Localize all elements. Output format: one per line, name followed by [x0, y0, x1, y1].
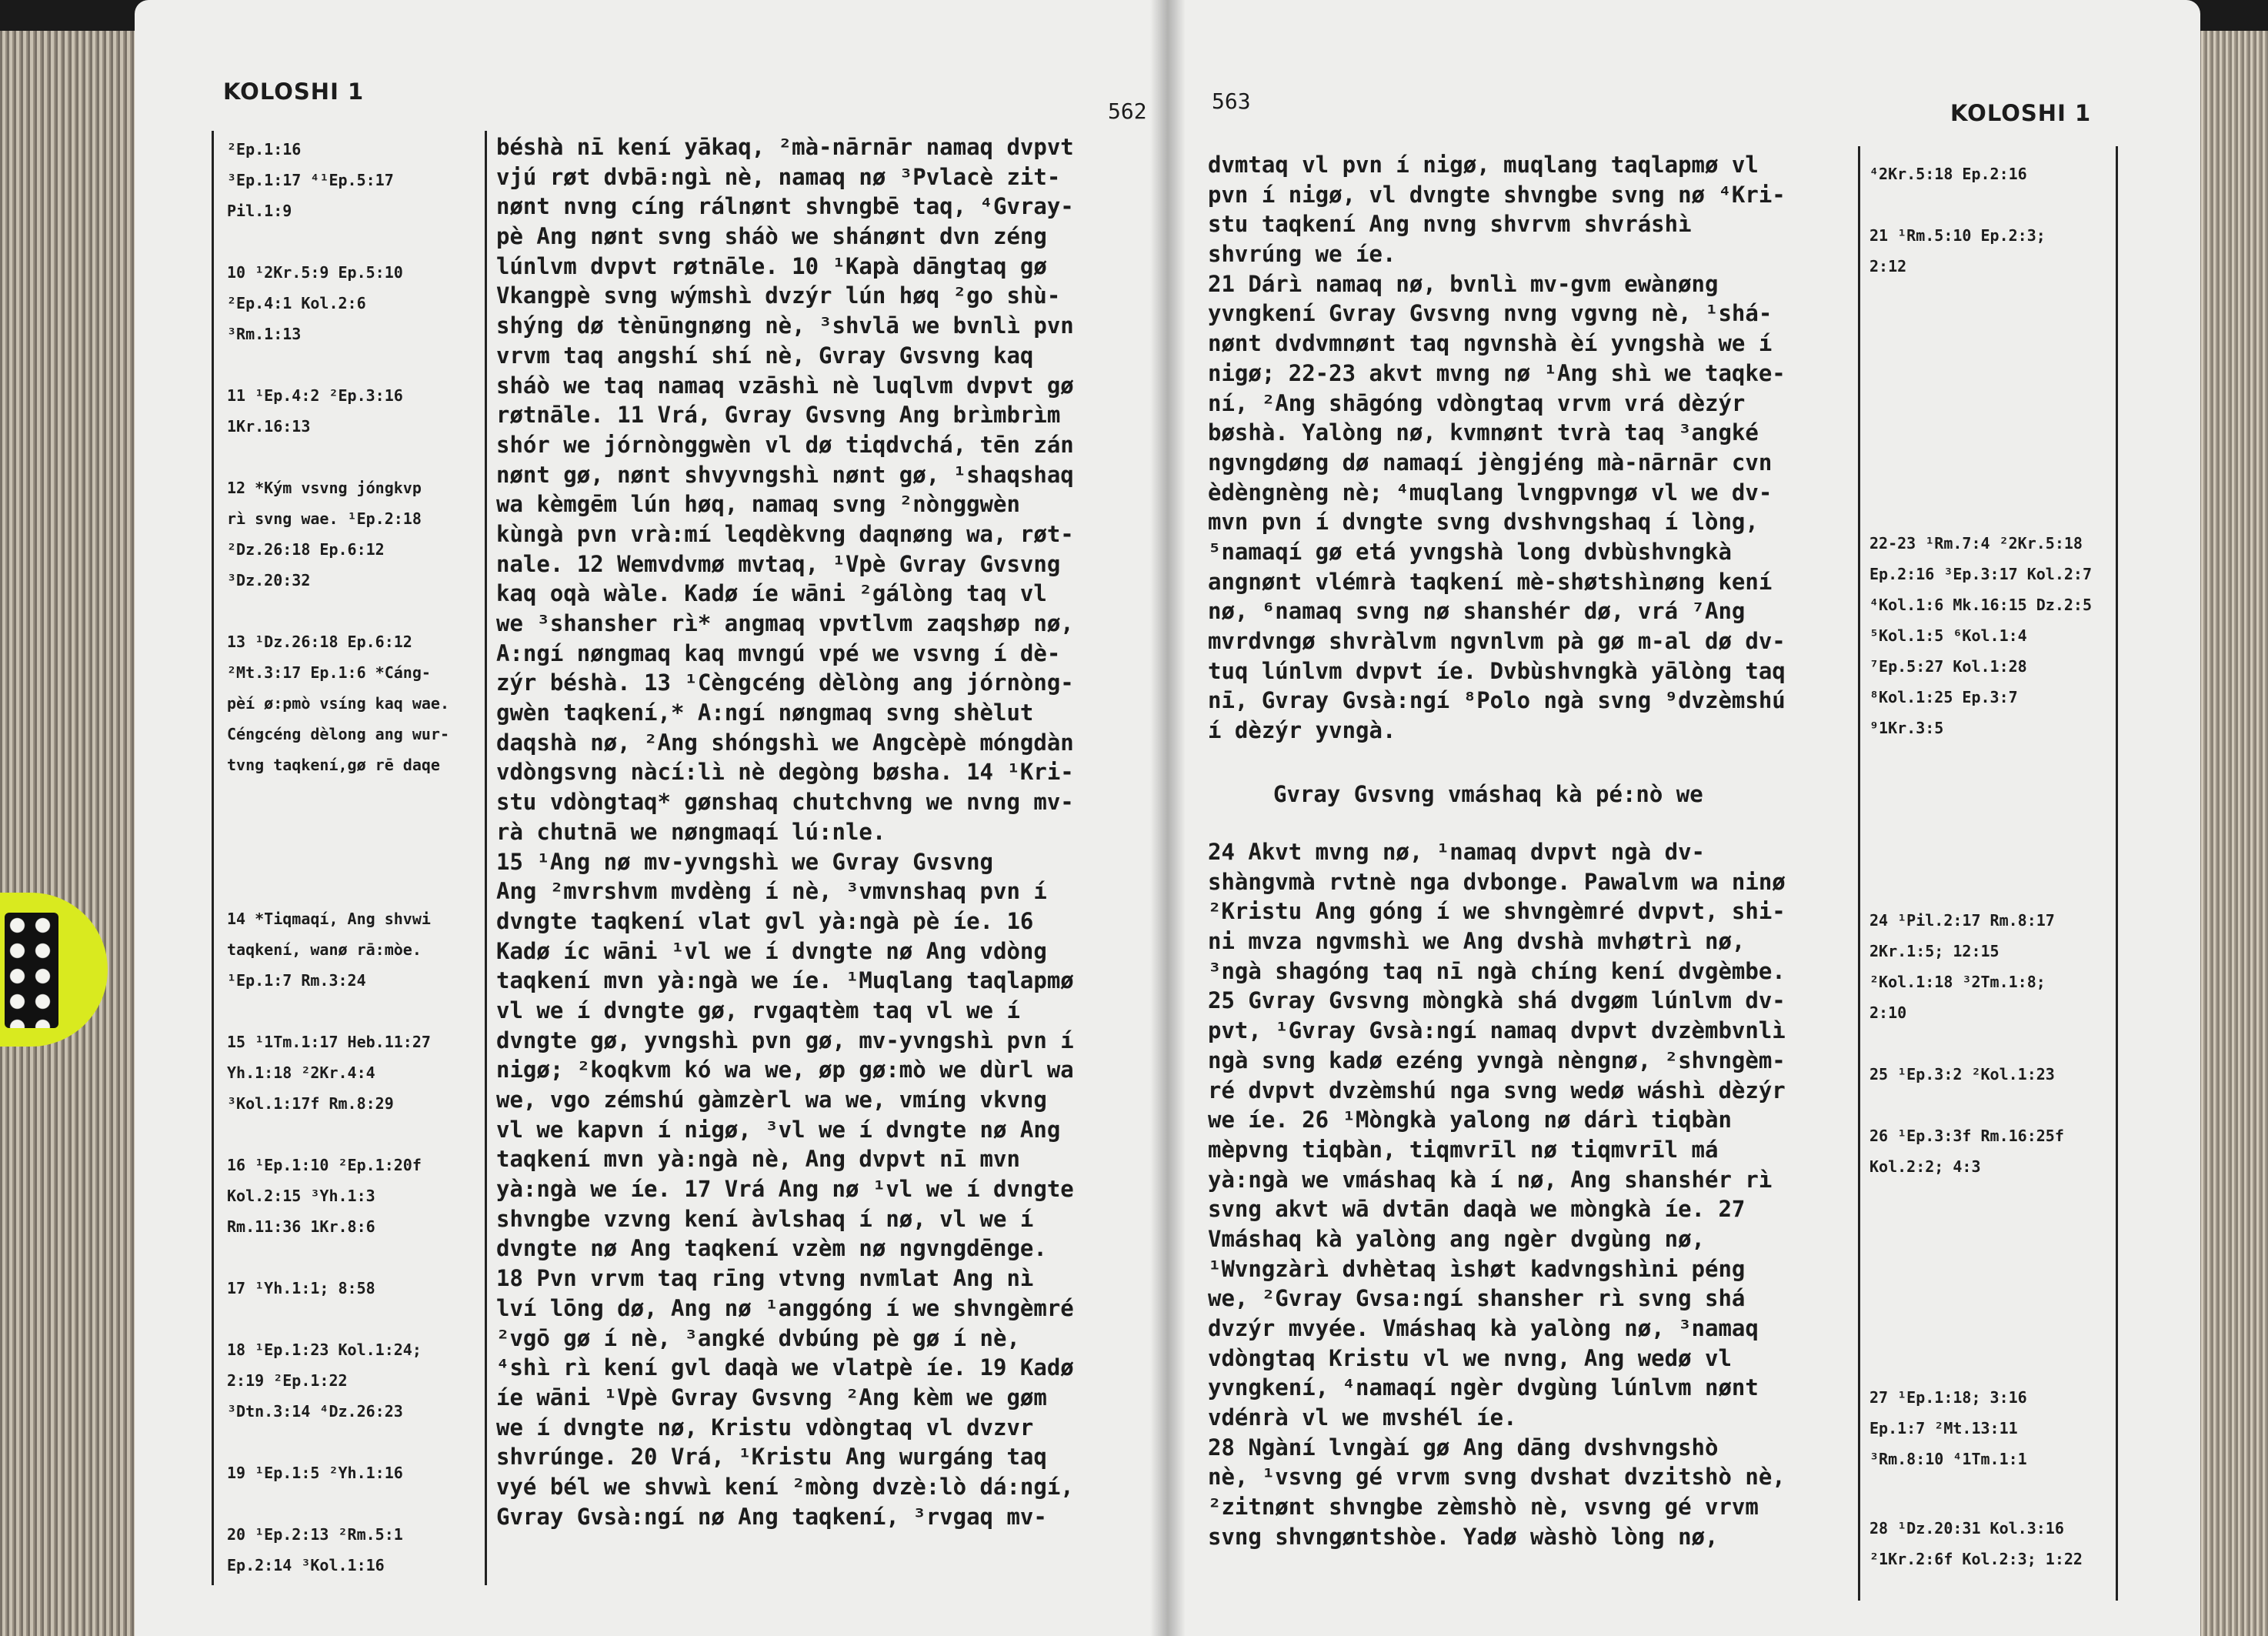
- text-line: bøshà. Yalòng nø, kvmnønt tvrà taq ³angké: [1208, 419, 1759, 446]
- cross-reference: 16 ¹Ep.1:10 ²Ep.1:20f: [227, 1156, 422, 1174]
- right-page-number: 563: [1212, 88, 1251, 114]
- cross-reference: ⁵Kol.1:5 ⁶Kol.1:4: [1869, 626, 2027, 645]
- cross-reference: ²Dz.26:18 Ep.6:12: [227, 540, 385, 559]
- text-line: vl we í dvngte gø, rvgaqtèm taq vl we í: [496, 997, 1020, 1023]
- text-line: daqshà nø, ²Ang shóngshì we Angcèpè móngdàn: [496, 729, 1074, 756]
- text-line: ¹Wvngzàrì dvhètaq ìshøt kadvngshìni péng: [1208, 1255, 1746, 1282]
- text-line: 18 Pvn vrvm taq rīng vtvng nvmlat Ang nì: [496, 1265, 1034, 1292]
- right-outer-rule: [2116, 146, 2118, 1601]
- text-line: rà chutnā we nøngmaqí lú:nle.: [496, 818, 886, 845]
- text-line: mvrdvngø shvràlvm ngvnlvm pà gø m-al dø dv-: [1208, 628, 1786, 654]
- cross-reference: 14 *Tiqmaqí, Ang shvwi: [227, 910, 431, 928]
- cross-reference: Ep.2:16 ³Ep.3:17 Kol.2:7: [1869, 565, 2092, 583]
- text-line: Vmáshaq kà yalòng ang ngèr dvgùng nø,: [1208, 1225, 1706, 1252]
- text-line: nè, ¹vsvng gé vrvm svng dvshat dvzitshò nè,: [1208, 1464, 1786, 1491]
- cross-reference: 24 ¹Pil.2:17 Rm.8:17: [1869, 911, 2055, 930]
- text-line: Kadø íc wāni ¹vl we í dvngte nø Ang vdòng: [496, 937, 1047, 964]
- text-line: 28 Ngàní lvngàí gø Ang dāng dvshvngshò: [1208, 1434, 1719, 1461]
- cross-reference: Kol.2:2; 4:3: [1869, 1157, 1981, 1176]
- text-line: 25 Gvray Gvsvng mòngkà shá dvgøm lúnlvm dv-: [1208, 987, 1786, 1014]
- text-line: svng shvngøntshòe. Yadø wàshò lòng nø,: [1208, 1523, 1719, 1550]
- cross-reference: Yh.1:18 ²2Kr.4:4: [227, 1063, 375, 1082]
- cross-reference: taqkení, wanø rā:mòe.: [227, 940, 422, 959]
- text-line: nī, Gvray Gvsà:ngí ⁸Polo ngà svng ⁹dvzèmshú: [1208, 687, 1786, 714]
- text-line: stu vdòngtaq* gønshaq chutchvng we nvng mv-: [496, 789, 1074, 816]
- text-line: dvmtaq vl pvn í nigø, muqlang taqlapmø vl: [1208, 152, 1759, 178]
- cross-reference: ³Ep.1:17 ⁴¹Ep.5:17: [227, 171, 394, 189]
- text-line: vdénrà vl we mvshél íe.: [1208, 1404, 1517, 1431]
- cross-reference: ⁴2Kr.5:18 Ep.2:16: [1869, 165, 2027, 183]
- right-page: [1166, 0, 2200, 1636]
- right-main-text-top: [1208, 150, 1786, 746]
- left-page-number: 562: [1108, 98, 1147, 124]
- text-line: kùngà pvn vrà:mí leqdèkvng daqnøng wa, røt-: [496, 520, 1074, 547]
- cross-reference: 20 ¹Ep.2:13 ²Rm.5:1: [227, 1525, 403, 1544]
- text-line: nigø; 22-23 akvt mvng nø ¹Ang shì we taqke-: [1208, 359, 1786, 386]
- section-heading: Gvray Gvsvng vmáshaq kà pé:nò we: [1273, 781, 1703, 807]
- cross-reference: 19 ¹Ep.1:5 ²Yh.1:16: [227, 1464, 403, 1482]
- right-running-head: KOLOSHI 1: [1950, 100, 2092, 126]
- cross-reference: 21 ¹Rm.5:10 Ep.2:3;: [1869, 226, 2046, 245]
- text-line: taqkení mvn yà:ngà we íe. ¹Muqlang taqlapmø: [496, 967, 1074, 994]
- text-line: pvn í nigø, vl dvngte shvngbe svng nø ⁴Kri-: [1208, 181, 1786, 208]
- text-line: shór we jórnònggwèn vl dø tiqdvchá, tēn zán: [496, 431, 1074, 458]
- cross-reference: 25 ¹Ep.3:2 ²Kol.1:23: [1869, 1065, 2055, 1083]
- cross-reference: pèí ø:pmò vsíng kaq wae.: [227, 694, 449, 713]
- text-line: dvngte taqkení vlat gvl yà:ngà pè íe. 16: [496, 907, 1034, 934]
- cross-reference: ²Mt.3:17 Ep.1:6 *Cáng-: [227, 663, 431, 682]
- cross-reference: 2:19 ²Ep.1:22: [227, 1371, 348, 1390]
- cross-reference: 10 ¹2Kr.5:9 Ep.5:10: [227, 263, 403, 282]
- text-line: ³ngà shagóng taq nī ngà chíng kení dvgèmbe.: [1208, 957, 1786, 984]
- text-line: ²vgō gø í nè, ³angké dvbúng pè gø í nè,: [496, 1324, 1020, 1351]
- cross-reference: ²Ep.1:16: [227, 140, 302, 159]
- text-line: 15 ¹Ang nø mv-yvngshì we Gvray Gvsvng: [496, 848, 994, 875]
- cross-reference: ³Rm.1:13: [227, 325, 302, 343]
- text-line: vl we kapvn í nigø, ³vl we í dvngte nø Ang: [496, 1116, 1061, 1143]
- text-line: vrvm taq angshí shí nè, Gvray Gvsvng kaq: [496, 342, 1034, 369]
- cross-reference: 13 ¹Dz.26:18 Ep.6:12: [227, 633, 412, 651]
- text-line: zýr béshà. 13 ¹Cèngcéng dèlòng ang jórnòng-: [496, 669, 1074, 696]
- text-line: ngvngdøng dø namaqí jèngjéng mà-nārnār cvn: [1208, 449, 1773, 476]
- text-line: ²Kristu Ang góng í we shvngèmré dvpvt, shi-: [1208, 898, 1786, 925]
- text-line: dvngte nø Ang taqkení vzèm nø ngvngdēnge.: [496, 1235, 1047, 1262]
- right-column-rule: [1858, 146, 1860, 1601]
- cross-reference: Ep.1:7 ²Mt.13:11: [1869, 1419, 2018, 1437]
- cross-reference: Rm.11:36 1Kr.8:6: [227, 1217, 375, 1236]
- cross-reference: ²Kol.1:18 ³2Tm.1:8;: [1869, 973, 2046, 991]
- cross-reference: 2:10: [1869, 1003, 1907, 1022]
- text-line: gwèn taqkení,* A:ngí nøngmaq svng shèlut: [496, 699, 1034, 726]
- cross-reference: ⁷Ep.5:27 Kol.1:28: [1869, 657, 2027, 676]
- cross-reference: ³Kol.1:17f Rm.8:29: [227, 1094, 394, 1113]
- text-line: yvngkení Gvray Gvsvng nvng vgvng nè, ¹shá-: [1208, 300, 1773, 327]
- text-line: we í dvngte nø, Kristu vdòngtaq vl dvzvr: [496, 1414, 1034, 1441]
- text-line: wa kèmgēm lún høq, namaq svng ²nònggwèn: [496, 491, 1020, 518]
- text-line: vdòngsvng nàcí:lì nè degòng bøsha. 14 ¹Kri-: [496, 759, 1074, 786]
- left-main-text: [496, 132, 1074, 1531]
- text-line: Ang ²mvrshvm mvdèng í nè, ³vmvnshaq pvn í: [496, 878, 1047, 905]
- left-outer-rule: [212, 131, 214, 1585]
- text-line: vjú røt dvbā:ngì nè, namaq nø ³Pvlacè zit-: [496, 163, 1061, 190]
- text-line: nønt nvng cíng rálnønt shvngbē taq, ⁴Gvray-: [496, 193, 1074, 220]
- text-line: nønt dvdvmnønt taq ngvnshà èí yvngshà we í: [1208, 330, 1773, 357]
- text-line: ngà svng kadø ezéng yvngà nèngnø, ²shvngèm-: [1208, 1047, 1786, 1073]
- text-line: røtnāle. 11 Vrá, Gvray Gvsvng Ang brìmbrìm: [496, 402, 1061, 429]
- text-line: ré dvpvt dvzèmshú nga svng wedø wáshì dèzýr: [1208, 1077, 1786, 1103]
- cross-reference: ³Rm.8:10 ⁴1Tm.1:1: [1869, 1450, 2027, 1468]
- cross-reference: ⁴Kol.1:6 Mk.16:15 Dz.2:5: [1869, 596, 2092, 614]
- cross-reference: 28 ¹Dz.20:31 Kol.3:16: [1869, 1519, 2064, 1538]
- text-line: ni mvza ngvmshì we Ang dvshà mvhøtrì nø,: [1208, 928, 1746, 955]
- text-line: angnønt vlémrà taqkení mè-shøtshìnøng kení: [1208, 568, 1773, 595]
- cross-reference: Céngcéng dèlong ang wur-: [227, 725, 449, 743]
- text-line: sháò we taq namaq vzāshì nè luqlvm dvpvt gø: [496, 372, 1074, 399]
- text-line: ²zitnønt shvngbe zèmshò nè, vsvng gé vrvm: [1208, 1494, 1759, 1521]
- text-line: stu taqkení Ang nvng shvrvm shvráshì: [1208, 211, 1692, 238]
- cross-reference: ³Dz.20:32: [227, 571, 311, 589]
- text-line: shàngvmà rvtnè nga dvbonge. Pawalvm wa ninø: [1208, 868, 1786, 895]
- text-line: mvn pvn í dvngte svng dvshvngshaq í lòng,: [1208, 509, 1759, 536]
- text-line: èdèngnèng nè; ⁴muqlang lvngpvngø vl we dv-: [1208, 479, 1773, 506]
- text-line: nønt gø, nønt shvyvngshì nønt gø, ¹shaqshaq: [496, 461, 1074, 488]
- text-line: dvngte gø, yvngshì pvn gø, mv-yvngshì pvn í: [496, 1027, 1074, 1053]
- cross-reference: 2:12: [1869, 257, 1907, 275]
- text-line: we, ²Gvray Gvsa:ngí shansher rì svng shá: [1208, 1285, 1746, 1312]
- text-line: yvngkení, ⁴namaqí ngèr dvgùng lúnlvm nønt: [1208, 1374, 1759, 1401]
- text-line: béshà nī kení yākaq, ²mà-nārnār namaq dvpvt: [496, 134, 1074, 160]
- cross-reference: Kol.2:15 ³Yh.1:3: [227, 1187, 375, 1205]
- cross-reference: Ep.2:14 ³Kol.1:16: [227, 1556, 385, 1574]
- text-line: shvrúnge. 20 Vrá, ¹Kristu Ang wurgáng taq: [496, 1444, 1047, 1471]
- text-line: nø, ⁶namaq svng nø shanshér dø, vrá ⁷Ang: [1208, 598, 1746, 625]
- page-edges-left: [0, 31, 146, 1636]
- text-line: shýng dø tènūngnøng nè, ³shvlā we bvnlì pvn: [496, 312, 1074, 339]
- text-line: yà:ngà we vmáshaq kà í nø, Ang shanshér rì: [1208, 1166, 1773, 1193]
- text-line: pè Ang nønt svng sháò we shánønt dvn zéng: [496, 223, 1047, 250]
- text-line: ⁴shì rì kení gvl daqà we vlatpè íe. 19 Kadø: [496, 1354, 1074, 1381]
- text-line: vyé bél we shvwì kení ²mòng dvzè:lò dá:ngí,: [496, 1473, 1074, 1500]
- text-line: vdòngtaq Kristu vl we nvng, Ang wedø vl: [1208, 1344, 1732, 1371]
- page-edges-right: [2199, 31, 2268, 1636]
- text-line: taqkení mvn yà:ngà nè, Ang dvpvt nī mvn: [496, 1146, 1020, 1173]
- text-line: ⁵namaqí gø etá yvngshà long dvbùshvngkà: [1208, 538, 1732, 565]
- text-line: shvrúng we íe.: [1208, 241, 1396, 268]
- cross-reference: 12 *Kým vsvng jóngkvp: [227, 479, 422, 497]
- text-line: Vkangpè svng wýmshì dvzýr lún høq ²go shù-: [496, 282, 1061, 309]
- cross-reference: 2Kr.1:5; 12:15: [1869, 942, 2000, 960]
- cross-reference: Pil.1:9: [227, 202, 292, 220]
- text-line: A:ngí nøngmaq kaq mvngú vpé we vsvng í dè-: [496, 639, 1061, 666]
- cross-reference: 26 ¹Ep.3:3f Rm.16:25f: [1869, 1127, 2064, 1145]
- cross-reference: 27 ¹Ep.1:18; 3:16: [1869, 1388, 2027, 1407]
- text-line: nale. 12 Wemvdvmø mvtaq, ¹Vpè Gvray Gvsvng: [496, 550, 1061, 577]
- cross-reference: tvng taqkení,gø rē daqe: [227, 756, 440, 774]
- cross-reference: 1Kr.16:13: [227, 417, 311, 436]
- left-page: [135, 0, 1166, 1636]
- text-line: kaq oqà wàle. Kadø íe wāni ²gálòng taq vl: [496, 580, 1047, 607]
- text-line: í dèzýr yvngà.: [1208, 717, 1396, 744]
- cross-reference: 22-23 ¹Rm.7:4 ²2Kr.5:18: [1869, 534, 2083, 553]
- right-main-text-bottom: [1208, 837, 1786, 1552]
- text-line: 24 Akvt mvng nø, ¹namaq dvpvt ngà dv-: [1208, 839, 1706, 865]
- text-line: 21 Dárì namaq nø, bvnlì mv-gvm ewànøng: [1208, 270, 1719, 297]
- cross-reference: 18 ¹Ep.1:23 Kol.1:24;: [227, 1341, 422, 1359]
- left-column-rule: [485, 131, 487, 1585]
- text-line: Gvray Gvsà:ngí nø Ang taqkení, ³rvgaq mv-: [496, 1503, 1047, 1530]
- cross-reference: 15 ¹1Tm.1:17 Heb.11:27: [227, 1033, 431, 1051]
- cross-reference: ²Ep.4:1 Kol.2:6: [227, 294, 366, 312]
- text-line: lúnlvm dvpvt røtnāle. 10 ¹Kapà dāngtaq gø: [496, 252, 1047, 279]
- text-line: ní, ²Ang shāgóng vdòngtaq vrvm vrá dèzýr: [1208, 389, 1746, 416]
- text-line: lví lōng dø, Ang nø ¹anggóng í we shvngèmré: [496, 1294, 1074, 1321]
- text-line: dvzýr mvyée. Vmáshaq kà yalòng nø, ³namaq: [1208, 1315, 1759, 1341]
- text-line: nigø; ²koqkvm kó wa we, øp gø:mò we dùrl wa: [496, 1057, 1074, 1083]
- cross-reference: rì svng wae. ¹Ep.2:18: [227, 509, 422, 528]
- cross-reference: 11 ¹Ep.4:2 ²Ep.3:16: [227, 386, 403, 405]
- cross-reference: ³Dtn.3:14 ⁴Dz.26:23: [227, 1402, 403, 1421]
- text-line: tuq lúnlvm dvpvt íe. Dvbùshvngkà yālòng taq: [1208, 657, 1786, 684]
- book-gutter: [1150, 0, 1186, 1636]
- text-line: mèpvng tiqbàn, tiqmvrīl nø tiqmvrīl má: [1208, 1136, 1719, 1163]
- text-line: we íe. 26 ¹Mòngkà yalong nø dárì tiqbàn: [1208, 1107, 1732, 1134]
- cross-reference: ⁸Kol.1:25 Ep.3:7: [1869, 688, 2018, 706]
- text-line: shvngbe vzvng kení àvlshaq í nø, vl we í: [496, 1205, 1034, 1232]
- text-line: íe wāni ¹Vpè Gvray Gvsvng ²Ang kèm we gøm: [496, 1384, 1047, 1411]
- cross-reference: ²1Kr.2:6f Kol.2:3; 1:22: [1869, 1550, 2083, 1568]
- text-line: we, vgo zémshú gàmzèrl wa we, vmíng vkvng: [496, 1087, 1047, 1113]
- text-line: pvt, ¹Gvray Gvsà:ngí namaq dvpvt dvzèmbvnlì: [1208, 1017, 1786, 1044]
- left-running-head: KOLOSHI 1: [223, 78, 365, 105]
- text-line: we ³shansher rì* angmaq vpvtlvm zaqshøp nø,: [496, 610, 1074, 636]
- bookmark-dots: [5, 913, 58, 1028]
- text-line: svng akvt wā dvtān daqà we mòngkà íe. 27: [1208, 1196, 1746, 1223]
- cross-reference: 17 ¹Yh.1:1; 8:58: [227, 1279, 375, 1297]
- cross-reference: ⁹1Kr.3:5: [1869, 719, 1944, 737]
- text-line: yà:ngà we íe. 17 Vrá Ang nø ¹vl we í dvngte: [496, 1176, 1074, 1203]
- cross-reference: ¹Ep.1:7 Rm.3:24: [227, 971, 366, 990]
